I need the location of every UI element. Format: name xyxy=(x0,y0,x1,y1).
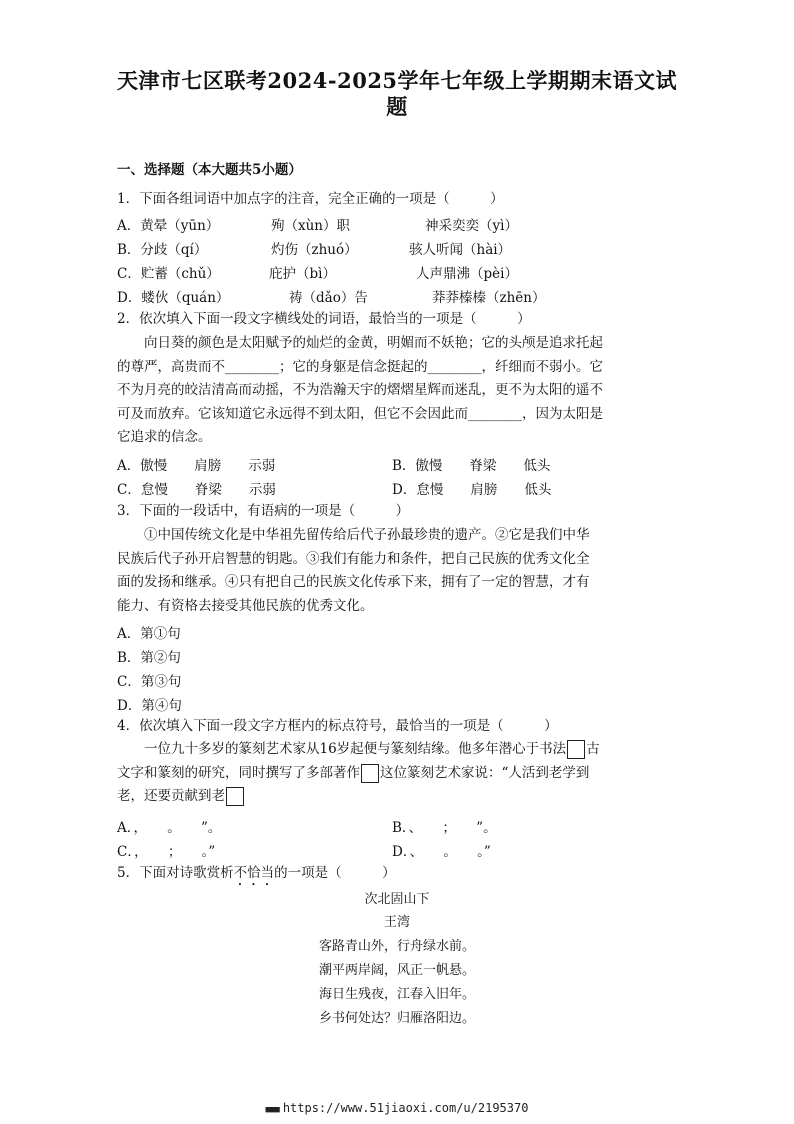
q4-text: 文字和篆刻的研究，同时撰写了多部著作 xyxy=(117,764,360,781)
q3-option-c: C．第③句 xyxy=(117,674,182,690)
q3-stem: 3．下面的一段话中，有语病的一项是（ ） xyxy=(117,503,410,519)
poem-line: 客路青山外，行舟绿水前。 xyxy=(318,939,475,954)
q4-option-d: D．、 。 。” xyxy=(392,844,491,860)
q4-text: 古 xyxy=(586,741,600,757)
q3-passage-line: 能力、有资格去接受其他民族的优秀文化。 xyxy=(117,597,374,614)
q4-passage xyxy=(117,738,677,809)
q1-option-a-2: 殉（xùn）职 xyxy=(271,218,351,234)
q3-option-b: B．第②句 xyxy=(117,650,181,666)
poem-author: 王湾 xyxy=(383,915,410,930)
exam-title-line2: 题 xyxy=(386,94,408,119)
q5-stem-text: 5．下面对诗歌赏析 xyxy=(117,865,234,881)
q4-text: 这位篆刻艺术家说：“人活到老学到 xyxy=(380,764,590,781)
q4-text: 一位九十多岁的篆刻艺术家从16岁起便与篆刻结缘。他多年潜心于书法 xyxy=(144,741,567,757)
q2-option-c: C．怠慢 脊梁 示弱 xyxy=(117,482,276,498)
q2-passage xyxy=(117,332,677,450)
q3-passage-line: 面的发扬和继承。④只有把自己的民族文化传承下来，拥有了一定的智慧，才有 xyxy=(117,574,590,590)
q4-stem: 4．依次填入下面一段文字方框内的标点符号，最恰当的一项是（ ） xyxy=(117,718,558,734)
q4-option-a: A．， 。 ”。 xyxy=(117,820,222,836)
q1-option-b-2: 灼伤（zhuó） xyxy=(271,242,358,258)
section-heading: 一、选择题（本大题共5小题） xyxy=(117,162,302,178)
watermark-mark: ■■■ xyxy=(265,1105,279,1115)
q1-option-b-3: 骇人听闻（hài） xyxy=(409,242,512,258)
q3-option-d: D．第④句 xyxy=(117,698,182,714)
punctuation-blank-box[interactable] xyxy=(361,764,379,783)
q2-stem: 2．依次填入下面一段文字横线处的词语，最恰当的一项是（ ） xyxy=(117,311,531,327)
q1-option-a-1: A．黄晕（yūn） xyxy=(117,218,220,234)
q1-option-a-3: 神采奕奕（yì） xyxy=(425,218,518,234)
q5-stem xyxy=(117,864,396,889)
q4-passage-line xyxy=(117,785,677,809)
q1-option-c-3: 人声鼎沸（pèi） xyxy=(416,266,518,282)
poem-line: 乡书何处达？归雁洛阳边。 xyxy=(318,1011,475,1026)
punctuation-blank-box[interactable] xyxy=(226,787,244,806)
q4-option-c: C．， ； 。” xyxy=(117,844,216,860)
q3-passage xyxy=(117,524,677,618)
exam-title-line1: 天津市七区联考2024-2025学年七年级上学期期末语文试 xyxy=(116,68,678,93)
q3-passage-line: ①中国传统文化是中华祖先留传给后代子孙最珍贵的遗产。②它是我们中华 xyxy=(144,527,590,543)
q2-option-b: B．傲慢 脊梁 低头 xyxy=(392,458,551,474)
q2-passage-line: 向日葵的颜色是太阳赋予的灿烂的金黄，明媚而不妖艳；它的头颅是追求托起 xyxy=(144,335,603,351)
q1-option-d-3: 莽莽榛榛（zhēn） xyxy=(432,290,546,306)
poem-title: 次北固山下 xyxy=(364,892,430,907)
q3-passage-line: 民族后代子孙开启智慧的钥匙。③我们有能力和条件，把自己民族的优秀文化全 xyxy=(117,550,590,567)
q2-option-a: A．傲慢 肩膀 示弱 xyxy=(117,458,276,474)
q4-option-b: B．、 ； ”。 xyxy=(392,820,497,836)
poem-line: 潮平两岸阔，风正一帆悬。 xyxy=(318,963,475,978)
q4-text: 老，还要贡献到老 xyxy=(117,788,225,804)
q4-passage-line xyxy=(117,738,677,762)
punctuation-blank-box[interactable] xyxy=(567,740,585,759)
q1-stem: 1．下面各组词语中加点字的注音，完全正确的一项是（ ） xyxy=(117,191,504,207)
q5-stem-text: 的一项是（ ） xyxy=(274,865,396,881)
poem-line: 海日生残夜，江春入旧年。 xyxy=(318,987,475,1002)
footer-watermark xyxy=(0,1101,794,1115)
q2-passage-line: 不为月亮的皎洁清高而动摇，不为浩瀚天宇的熠熠星辉而迷乱，更不为太阳的遥不 xyxy=(117,382,603,398)
q1-option-b-1: B．分歧（qí） xyxy=(117,242,208,258)
q2-passage-line: 的尊严，高贵而不________；它的身躯是信念挺起的________，纤细而不弱小。它 xyxy=(117,358,603,375)
q1-option-d-1: D．蝼伙（quán） xyxy=(117,290,230,306)
q4-passage-line xyxy=(117,762,677,786)
q3-option-a: A．第①句 xyxy=(117,626,181,642)
q2-option-d: D．怠慢 肩膀 低头 xyxy=(392,482,552,498)
q1-option-c-1: C．贮蓄（chǔ） xyxy=(117,266,220,282)
q1-option-d-2: 祷（dǎo）告 xyxy=(289,290,368,306)
footer-url-link[interactable]: https://www.51jiaoxi.com/u/2195370 xyxy=(282,1101,529,1115)
q2-passage-line: 它追求的信念。 xyxy=(117,429,212,445)
q2-passage-line: 可及而放弃。它该知道它永远得不到太阳，但它不会因此而________，因为太阳是 xyxy=(117,405,603,422)
q5-stem-emphasis: 不恰当 xyxy=(233,865,275,881)
q1-option-c-2: 庇护（bì） xyxy=(269,266,336,282)
